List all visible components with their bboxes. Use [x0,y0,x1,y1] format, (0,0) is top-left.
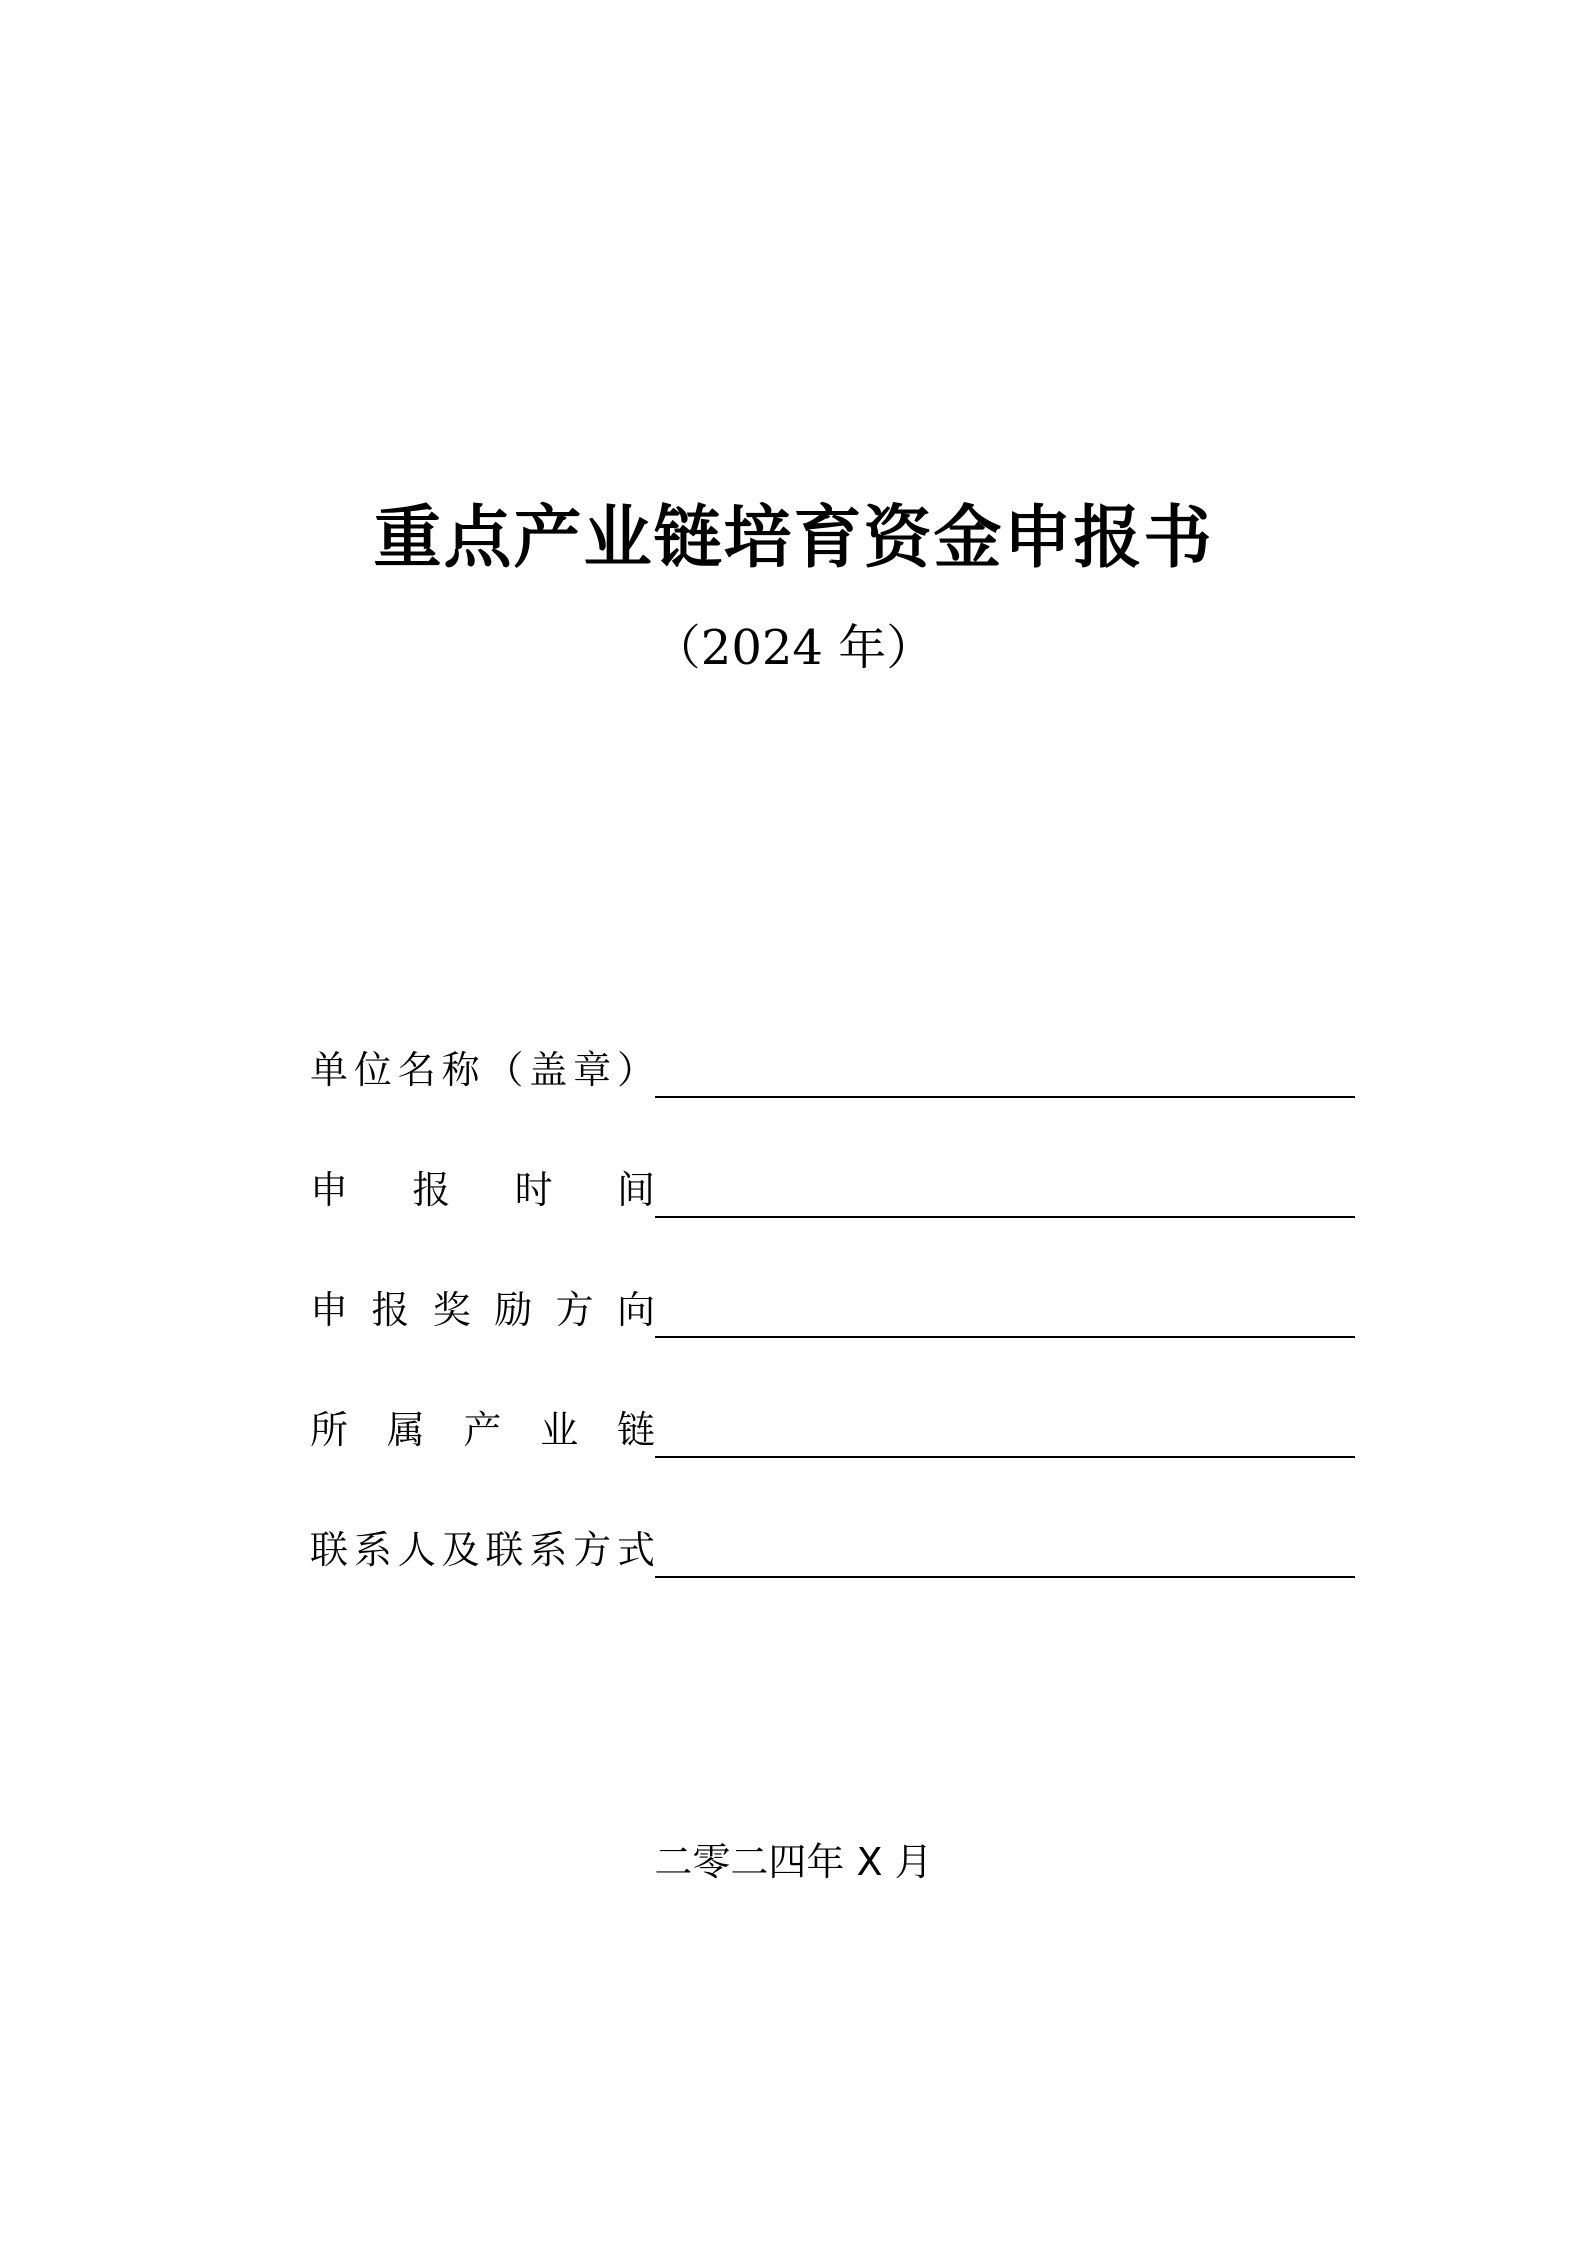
field-line-contact[interactable] [655,1576,1355,1578]
document-year: （2024 年） [652,620,935,676]
field-label-unit-name: 单位名称（盖章） [310,1047,655,1092]
field-label-contact: 联系人及联系方式 [310,1527,655,1572]
field-label-application-time: 申报时间 [310,1167,655,1212]
document-title: 重点产业链培育资金申报书 [373,498,1214,578]
field-label-industry-chain: 所属产业链 [310,1407,655,1452]
field-line-award-direction[interactable] [655,1336,1355,1338]
document-date: 二零二四年 X 月 [654,1840,933,1884]
field-line-industry-chain[interactable] [655,1456,1355,1458]
field-line-application-time[interactable] [655,1216,1355,1218]
field-line-unit-name[interactable] [655,1096,1355,1098]
application-form-fields [310,1040,1355,1640]
field-row-contact [310,1520,1355,1580]
field-row-award-direction [310,1280,1355,1340]
field-row-unit-name [310,1040,1355,1100]
field-row-industry-chain [310,1400,1355,1460]
field-label-award-direction: 申报奖励方向 [310,1287,655,1332]
field-row-application-time [310,1160,1355,1220]
